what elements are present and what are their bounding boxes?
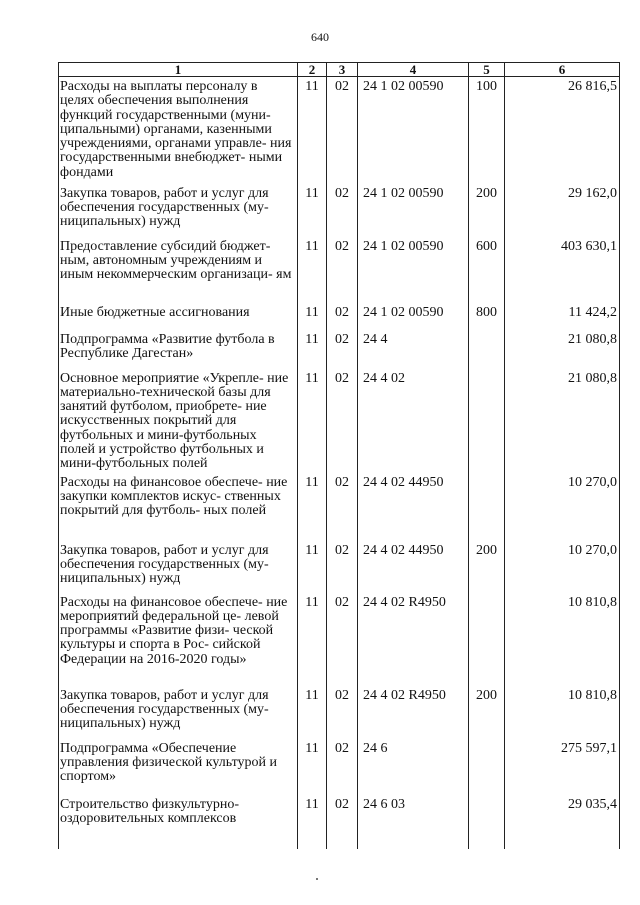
row-amount: 29 035,4: [505, 795, 620, 829]
table-row: [59, 369, 620, 473]
filler-cell: [327, 829, 358, 849]
table-row: [59, 795, 620, 829]
row-name: Строительство физкультурно- оздоровительных комплексов: [59, 795, 298, 829]
row-expense-type: [469, 369, 505, 473]
row-expense-type: 200: [469, 541, 505, 593]
table-row: [59, 686, 620, 739]
row-subsection: 02: [327, 473, 358, 541]
row-section: 11: [298, 77, 327, 184]
row-name: Закупка товаров, работ и услуг для обеспечения государственных (му- ниципальных) нужд: [59, 541, 298, 593]
row-subsection: 02: [327, 593, 358, 686]
row-name: Расходы на финансовое обеспече- ние закупки комплектов искус- ственных покрытий для футболь- ных полей: [59, 473, 298, 541]
row-name: Подпрограмма «Развитие футбола в Республике Дагестан»: [59, 330, 298, 369]
row-subsection: 02: [327, 184, 358, 237]
row-expense-type: 800: [469, 303, 505, 330]
row-subsection: 02: [327, 303, 358, 330]
filler-cell: [469, 829, 505, 849]
table-row: [59, 303, 620, 330]
row-target-code: 24 1 02 00590: [358, 77, 469, 184]
page-number: 640: [311, 30, 329, 44]
table-row: [59, 473, 620, 541]
row-name: Предоставление субсидий бюджет- ным, автономным учреждениям и иным некоммерческим организаци- ям: [59, 237, 298, 303]
row-amount: 21 080,8: [505, 369, 620, 473]
scan-speck: [316, 878, 318, 880]
table-row: [59, 184, 620, 237]
row-expense-type: 200: [469, 184, 505, 237]
row-amount: 10 270,0: [505, 473, 620, 541]
row-section: 11: [298, 686, 327, 739]
row-target-code: 24 4 02 R4950: [358, 593, 469, 686]
table-row: [59, 77, 620, 184]
row-name: Подпрограмма «Обеспечение управления физической культурой и спортом»: [59, 739, 298, 795]
row-section: 11: [298, 237, 327, 303]
row-amount: 10 810,8: [505, 593, 620, 686]
row-section: 11: [298, 369, 327, 473]
budget-table: [58, 62, 620, 849]
row-amount: 21 080,8: [505, 330, 620, 369]
filler-cell: [358, 829, 469, 849]
row-expense-type: 200: [469, 686, 505, 739]
row-name: Закупка товаров, работ и услуг для обеспечения государственных (му- ниципальных) нужд: [59, 184, 298, 237]
table-filler-row: [59, 829, 620, 849]
header-row: [59, 63, 620, 77]
row-section: 11: [298, 795, 327, 829]
header-col-5: 5: [469, 63, 505, 77]
row-expense-type: [469, 739, 505, 795]
row-subsection: 02: [327, 330, 358, 369]
row-expense-type: [469, 330, 505, 369]
row-expense-type: [469, 593, 505, 686]
row-target-code: 24 4 02 44950: [358, 473, 469, 541]
row-section: 11: [298, 473, 327, 541]
row-expense-type: 600: [469, 237, 505, 303]
row-section: 11: [298, 184, 327, 237]
filler-cell: [298, 829, 327, 849]
table-row: [59, 237, 620, 303]
row-amount: 29 162,0: [505, 184, 620, 237]
filler-cell: [59, 829, 298, 849]
row-expense-type: 100: [469, 77, 505, 184]
row-name: Основное мероприятие «Укрепле- ние материально-технической базы для занятий футболом, приобрете- ние искусственных покрытий для футбольных и мини-футбольных полей и устройство футбольных и мини-футбольных полей: [59, 369, 298, 473]
row-amount: 26 816,5: [505, 77, 620, 184]
table-row: [59, 330, 620, 369]
row-section: 11: [298, 739, 327, 795]
row-expense-type: [469, 473, 505, 541]
row-amount: 403 630,1: [505, 237, 620, 303]
row-subsection: 02: [327, 369, 358, 473]
row-target-code: 24 1 02 00590: [358, 237, 469, 303]
header-col-1: 1: [59, 63, 298, 77]
row-subsection: 02: [327, 739, 358, 795]
row-name: Расходы на финансовое обеспече- ние мероприятий федеральной це- левой программы «Развитие физи- ческой культуры и спорта в Рос- сийской Федерации на 2016-2020 годы»: [59, 593, 298, 686]
row-subsection: 02: [327, 795, 358, 829]
table-row: [59, 593, 620, 686]
row-subsection: 02: [327, 686, 358, 739]
header-col-4: 4: [358, 63, 469, 77]
filler-cell: [505, 829, 620, 849]
table-row: [59, 541, 620, 593]
row-name: Иные бюджетные ассигнования: [59, 303, 298, 330]
row-target-code: 24 1 02 00590: [358, 303, 469, 330]
header-col-6: 6: [505, 63, 620, 77]
row-amount: 11 424,2: [505, 303, 620, 330]
row-subsection: 02: [327, 237, 358, 303]
table-row: [59, 739, 620, 795]
row-section: 11: [298, 593, 327, 686]
row-section: 11: [298, 541, 327, 593]
row-target-code: 24 4: [358, 330, 469, 369]
row-target-code: 24 4 02: [358, 369, 469, 473]
row-target-code: 24 4 02 R4950: [358, 686, 469, 739]
row-name: Расходы на выплаты персоналу в целях обеспечения выполнения функций государственными (муни- ципальными) органами, казенными учреждениями, органами управле- ния государственными внебюджет- ными фондами: [59, 77, 298, 184]
row-section: 11: [298, 303, 327, 330]
row-target-code: 24 1 02 00590: [358, 184, 469, 237]
row-subsection: 02: [327, 77, 358, 184]
row-target-code: 24 6 03: [358, 795, 469, 829]
row-subsection: 02: [327, 541, 358, 593]
row-section: 11: [298, 330, 327, 369]
row-expense-type: [469, 795, 505, 829]
header-col-2: 2: [298, 63, 327, 77]
row-name: Закупка товаров, работ и услуг для обеспечения государственных (му- ниципальных) нужд: [59, 686, 298, 739]
row-amount: 10 270,0: [505, 541, 620, 593]
row-amount: 275 597,1: [505, 739, 620, 795]
header-col-3: 3: [327, 63, 358, 77]
row-amount: 10 810,8: [505, 686, 620, 739]
row-target-code: 24 4 02 44950: [358, 541, 469, 593]
row-target-code: 24 6: [358, 739, 469, 795]
